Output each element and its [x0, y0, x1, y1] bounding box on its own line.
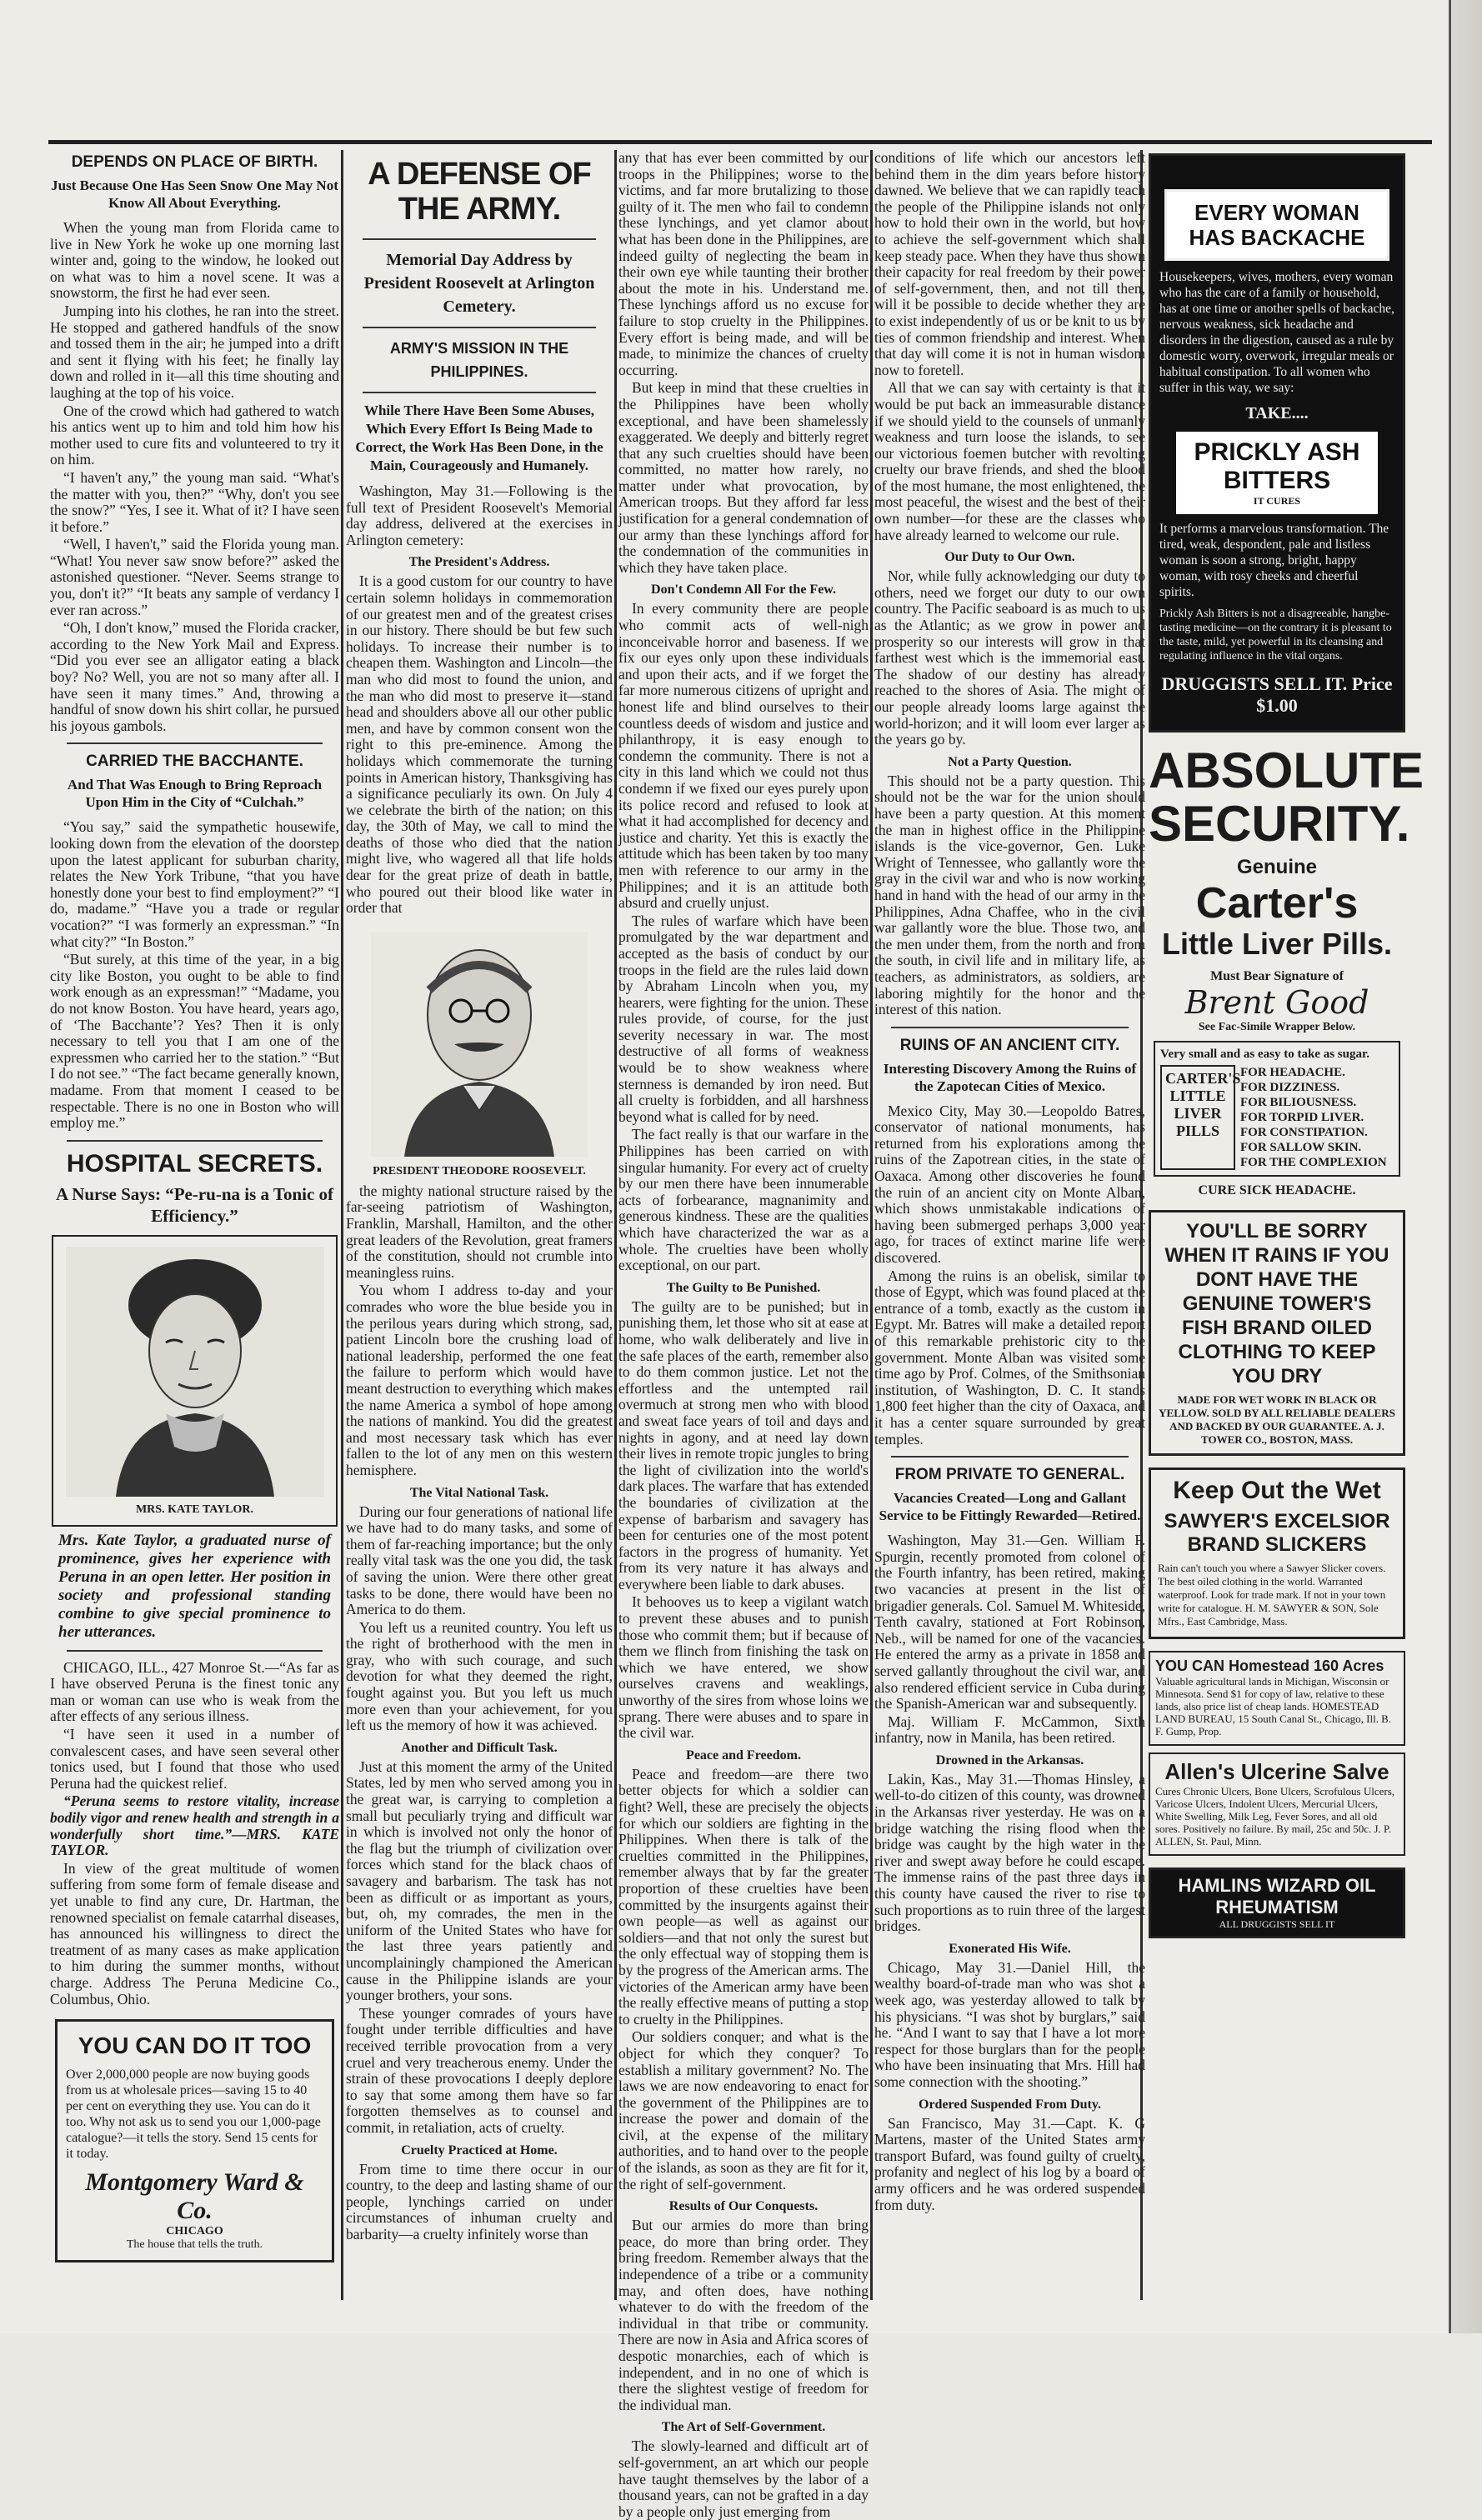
ad-brand: PRICKLY ASH BITTERS: [1194, 438, 1360, 494]
top-rule: [48, 140, 1432, 144]
paragraph: Washington, May 31.—Following is the full text of President Roosevelt's Memorial day address, delivered at the exercises in Arlington cemetery:: [346, 482, 613, 548]
paragraph: One of the crowd which had gathered to watch his antics went up to him and told him how his mother used to cure fits and volunteered to try it on him.: [50, 402, 339, 468]
section-head: The President's Address.: [408, 555, 550, 570]
prickly-ash-ad: [1149, 153, 1405, 732]
wrapper-body: [1160, 1065, 1394, 1170]
section-head: Don't Condemn All For the Few.: [651, 582, 836, 598]
ad-text: It performs a marvelous transformation. The tired, weak, despondent, pale and listless woman is soon a strong, bright, happy woman, with rosy cheeks and cheerful spirits.: [1159, 522, 1389, 599]
divider: [363, 392, 596, 393]
divider: [363, 327, 596, 328]
portrait-frame: [52, 1235, 338, 1527]
paragraph: Washington, May 31.—Gen. William F. Spurgin, recently promoted from colonel of the Fourth infantry, has been retired, making two vacancies at present in the list of brigadier generals. Col. Samuel M. Whiteside, Tenth cavalry, stationed at Fort Robinson, Neb., will be named for one of the vacancies. He entered the army as a private in 1858 and served gallantly throughout the civil war, and also rendered efficient service in Cuba during the Spanish-American war and subsequently.: [874, 1532, 1145, 1712]
article-subhead: And That Was Enough to Bring Reproach Upon Him in the City of “Culchah.”: [67, 777, 323, 811]
section-subhead: ARMY'S MISSION IN THE PHILIPPINES.: [389, 340, 569, 380]
ad-title: ABSOLUTE SECURITY.: [1149, 742, 1424, 852]
ad-take: TAKE....: [1245, 404, 1309, 422]
ad-brand: Montgomery Ward & Co.: [85, 2168, 304, 2225]
section-head: Peace and Freedom.: [686, 1748, 801, 1762]
ad-brand-box: [1176, 432, 1378, 514]
article-headline: DEPENDS ON PLACE OF BIRTH.: [71, 153, 318, 171]
divider: [67, 1650, 323, 1652]
paragraph: But our armies do more than bring peace, do more than bring order. They bring freedom. Remember always that the independence of a tribe or a community may, and often does, have nothing whatever to do with the freedom of the individual in that tribe or community. There are now in Asia and Africa scores of despotic monarchies, each of which is independent, and in no one of which is there the slightest vestige of freedom for the individual man.: [618, 2217, 869, 2413]
article-subhead: Vacancies Created—Long and Gallant Service to be Fittingly Rewarded—Retired.: [879, 1490, 1141, 1524]
roosevelt-portrait-image: [371, 932, 588, 1157]
paragraph: “Oh, I don't know,” mused the Florida cracker, according to the New York Mail and Express. “Did you ever see an alligator eating a black boy? No? Well, you are not so many after all. I have seen it many times.” And, throwing a handful of snow down his shirt collar, he pursued his joyous gambols.: [50, 619, 339, 734]
paragraph: CHICAGO, ILL., 427 Monroe St.—“As far as I have observed Peruna is the finest tonic any man or woman can use who is weak from the after effects of any serious illness.: [50, 1658, 339, 1725]
ad-subtext: MADE FOR WET WORK IN BLACK OR YELLOW. SOLD BY ALL RELIABLE DEALERS AND BACKED BY OUR GUARANTEE. A. J. TOWER CO., BOSTON, MASS.: [1159, 1393, 1395, 1446]
ad-must-bear: Must Bear Signature of: [1210, 969, 1344, 983]
ad-cure: CURE SICK HEADACHE.: [1198, 1183, 1356, 1198]
ad-text: Housekeepers, wives, mothers, every woman who has the care of a family or household, has at one time or another spells of backache, nervous weakness, sick headache and disorders in the digestion, caused as a rule by domestic worry, overwork, irregular meals or habitual constipation. To all women who suffer in this way, we say:: [1159, 270, 1394, 395]
paragraph: The fact really is that our warfare in the Philippines has been carried on with singular humanity. For every act of cruelty by our men there have been innumerable acts of forbearance, magnanimity and generous kindness. These are the qualities which have characterized the war as a whole. The cruelties have been wholly exceptional, on our part.: [618, 1126, 869, 1274]
carters-wrapper: [1154, 1041, 1400, 1177]
ad-title: YOU CAN Homestead 160 Acres: [1155, 1658, 1384, 1674]
article-headline: CARRIED THE BACCHANTE.: [86, 752, 303, 771]
article-headline: HOSPITAL SECRETS.: [66, 1149, 323, 1178]
wrapper-list-item: FOR THE COMPLEXION: [1240, 1156, 1387, 1169]
section-head: Not a Party Question.: [948, 754, 1072, 769]
paragraph: But keep in mind that these cruelties in the Philippines have been wholly exceptional, and have been shamelessly exaggerated. We deeply and bitterly regret that any such cruelties should have been committed, no matter how rarely, no matter under what provocation, by American troops. But they afford far less justification for a general condemnation of our army than these lynchings afford for the condemnation of the communities in which they have taken place.: [618, 379, 869, 576]
ad-text: Prickly Ash Bitters is not a disagreeable, hangbe-tasting medicine—on the contrary it is pleasant to the taste, mild, yet powerful in its cleansing and regulating influence in the vital organs.: [1159, 608, 1392, 662]
wrapper-box-label: CARTER'S LITTLE LIVER PILLS: [1160, 1065, 1235, 1170]
ad-product: Little Liver Pills.: [1161, 927, 1393, 961]
wrapper-list-item: FOR TORPID LIVER.: [1240, 1111, 1364, 1124]
main-headline: A DEFENSE OF THE ARMY.: [368, 157, 591, 227]
section-head: Ordered Suspended From Duty.: [919, 2097, 1101, 2112]
paragraph: This should not be a party question. This should not be the war for the union should have been a party question. At this moment the man in highest office in the Philippine islands is the vice-governor, Gen. Luke Wright of Tennessee, who gallantly wore the gray in the civil war and who is now working hand in hand with the head of our army in the Philippines, Adna Chaffee, who in the civil war gallantly wore the blue. Those two, and the men under them, from the north and from the south, in civil life and in military life, as teachers, as administrators, as soldiers, are laboring mightily for the honor and the interest of this nation.: [874, 772, 1145, 1018]
divider: [891, 1027, 1129, 1028]
paragraph: From time to time there occur in our country, to the deep and lasting shame of our people, lynchings carried on under circumstances of inhuman cruelty and barbarity—a cruelty infinitely worse than: [346, 2160, 613, 2242]
column-4: [874, 150, 1145, 2300]
paragraph: The slowly-learned and difficult art of self-government, an art which our people have taught themselves by the labor of a thousand years, can not be grafted in a day by a people only just emerging from: [618, 2438, 869, 2520]
column-divider: [614, 150, 617, 2300]
paragraph: Mexico City, May 30.—Leopoldo Batres, conservator of national monuments, has returned from his explorations among the ruins of the Zapotrean cities, in the state of Oaxaca. Among other discoveries he found the ruin of an ancient city on Monte Alban, which shows unmistakable indications of having been submerged perhaps 3,000 year ago, for traces of extinct marine life were discovered.: [874, 1102, 1145, 1267]
section-head: Our Duty to Our Own.: [944, 550, 1075, 565]
ad-facsimile: See Fac-Simile Wrapper Below.: [1198, 1021, 1356, 1033]
paragraph: In view of the great multitude of women suffering from some form of female disease and yet unable to find any cure, Dr. Hartman, the renowned specialist on female catarrhal diseases, has announced his willingness to direct the treatment of as many cases as make application to him during the summer months, without charge. Address The Peruna Medicine Co., Columbus, Ohio.: [50, 1859, 339, 2008]
carters-ad: [1149, 742, 1424, 1198]
paragraph: In every community there are people who commit acts of well-nigh inconceivable horror and baseness. If we fix our eyes only upon these individuals and upon their acts, and if we forget the far more numerous citizens of upright and honest life and blind ourselves to their countless deeds of wisdom and justice and philanthropy, it is easy enough to condemn the community. There is not a city in this land which we could not thus condemn if we fixed our eyes purely upon its police record and refused to look at what it had accomplished for decency and justice and charity. Yet this is exactly the attitude which has been taken by too many men with reference to our army in the Philippines; and it is an attitude both absurd and cruelly unjust.: [618, 600, 869, 912]
section-head: Exonerated His Wife.: [949, 1941, 1071, 1956]
ad-city: CHICAGO: [166, 2225, 223, 2238]
paragraph: “I haven't any,” the young man said. “What's the matter with you, then?” “Why, don't you see the snow?” “Yes, I see it. What of it? I have seen it before.”: [50, 468, 339, 535]
wrapper-list-item: FOR DIZZINESS.: [1240, 1081, 1340, 1094]
section-head: Cruelty Practiced at Home.: [401, 2142, 558, 2158]
ad-subtext: ALL DRUGGISTS SELL IT: [1219, 1918, 1335, 1930]
ad-title: Keep Out the Wet: [1173, 1477, 1381, 1504]
paragraph: Peace and freedom—are there two better objects for which a soldier can fight? Well, these are precisely the objects for which our soldiers are fighting in the Philippines. When there is talk of the cruelties committed in the Philippines, remember always that by far the greater proportion of these cruelties have been committed by the insurgents against their own people—as well as against our soldiers—and that not only the surest but the only effectual way of stopping them is by the progress of the American arms. The victories of the American army have been the really effective means of putting a stop to cruelty in the Philippines.: [618, 1765, 869, 2028]
sawyer-slickers-ad: [1149, 1468, 1405, 1639]
paragraph: The guilty are to be punished; but in punishing them, let those who sit at ease at home, who walk deliberately and live in the safe places of the earth, remember also to do them common justice. Let not the effortless and the untempted rail overmuch at strong men who with blood and sweat face years of toil and days and nights in agony, and at need lay down their lives in remote tropic jungles to bring the light of civilization into the world's dark places. The warfare that has extended the boundaries of civilization at the expense of barbarism and savagery has been for centuries one of the most potent factors in the progress of humanity. Yet from its very nature it has always and everywhere been liable to dark abuses.: [618, 1298, 869, 1592]
ad-brand: SAWYER'S EXCELSIOR BRAND SLICKERS: [1164, 1510, 1390, 1556]
paragraph: “Well, I haven't,” said the Florida young man. “What! You never saw snow before?” asked the astonished questioner. “Never. Seems strange to you, don't it?” “It beats any sample of verdancy I ever ran across.”: [50, 536, 339, 618]
article-headline: RUINS OF AN ANCIENT CITY.: [899, 1036, 1120, 1054]
montgomery-ward-ad: [55, 2019, 334, 2262]
ad-price: DRUGGISTS SELL IT. Price $1.00: [1161, 673, 1393, 716]
article-subhead: Interesting Discovery Among the Ruins of the Zapotecan Cities of Mexico.: [883, 1060, 1137, 1094]
ad-title: EVERY WOMAN HAS BACKACHE: [1189, 200, 1365, 250]
paragraph: When the young man from Florida came to live in New York he woke up one morning last winter and, going to the window, he looked out on what was to him a novel scene. It was a snowstorm, the first he had ever seen.: [50, 219, 339, 302]
column-5-ads: [1144, 150, 1424, 2300]
paragraph: the mighty national structure raised by the far-seeing patriotism of Washington, Franklin, Marshall, Hamilton, and the other great leaders of the Revolution, great framers of the constitution, should not crumble into meaningless ruins.: [346, 1182, 613, 1281]
divider: [891, 1456, 1129, 1458]
divider: [363, 238, 596, 240]
ad-title: HAMLINS WIZARD OIL RHEUMATISM: [1178, 1875, 1376, 1918]
section-head: Results of Our Conquests.: [668, 2199, 819, 2214]
paragraph: Lakin, Kas., May 31.—Thomas Hinsley, a well-to-do citizen of this county, was drowned in the Arkansas river yesterday. He was on a bridge watching the rising flood when the bridge was caught by the high water in the river and swept away before he could escape. The immense rains of the past three days in this county have caused the river to rise to such proportions as to ruin three of the largest bridges.: [874, 1770, 1145, 1935]
ad-signature: Brent Good: [1184, 984, 1369, 1021]
column-3: [618, 149, 869, 2520]
ad-text: Valuable agricultural lands in Michigan, Wisconsin or Minnesota. Send $1 for copy of law, relative to these lands, also price list of cheap lands. HOMESTEAD LAND BUREAU, 15 South Canal St., Chicago, Ill. B. F. Gump, Prop.: [1155, 1675, 1392, 1738]
ad-text: Cures Chronic Ulcers, Bone Ulcers, Scrofulous Ulcers, Varicose Ulcers, Indolent Ulcers, Mercurial Ulcers, White Swelling, Milk Leg, Fever Sores, and all old sores. Positively no failure. By mail, 25c and 50c. J. P. ALLEN, St. Paul, Minn.: [1155, 1785, 1395, 1848]
paragraph: Our soldiers conquer; and what is the object for which they conquer? To establish a military government? No. The laws we are now endeavoring to enact for the government of the Philippines are to increase the power and domain of the civil, at the expense of the military authorities, and to hand over to the people of the islands, as soon as they are fit for it, the right of self-government.: [618, 2028, 869, 2192]
paragraph: During our four generations of national life we have had to do many tasks, and some of them of far-reaching importance; but the only really vital task was the one you did, the task of saving the union. Were there other great tasks to be done, there would have been no America to do them.: [346, 1502, 613, 1618]
article-subhead: A Nurse Says: “Pe-ru-na is a Tonic of Efficiency.”: [55, 1183, 334, 1226]
paragraph: “You say,” said the sympathetic housewife, looking down from the elevation of the doorstep upon the latest applicant for suburban charity, relates the New York Tribune, “that you have honestly done your best to find employment?” “I do, madame.” “Have you a trade or regular vocation?” “I was formerly an expressman.” “In what city?” “In Boston.”: [50, 818, 339, 950]
divider: [67, 742, 323, 744]
paragraph: Among the ruins is an obelisk, similar to those of Egypt, which was found placed at the entrance of a tomb, exactly as the custom in Egypt. Mr. Batres will make a detailed report of this remarkable prehistoric city to the government. Monte Alban was visited some time ago by Prof. Colmes, of the Smithsonian institution, of Washington, D. C. It stands 1,800 feet higher than the city of Oaxaca, and it has a center square surrounded by great temples.: [874, 1267, 1145, 1448]
article-headline: FROM PRIVATE TO GENERAL.: [894, 1466, 1125, 1484]
ad-title: YOU CAN DO IT TOO: [78, 2032, 312, 2059]
main-subhead: Memorial Day Address by President Roosevelt at Arlington Cemetery.: [363, 251, 595, 316]
paragraph: Nor, while fully acknowledging our duty to others, need we forget our duty to our own country. The Pacific seaboard is as much to us as the Atlantic; as we grow in power and prosperity so our interests will grow in that farthest west which is the immemorial east. The shadow of our destiny has already reached to the shores of Asia. The might of our people already looms large against the world-horizon; and it will loom ever larger as the years go by.: [874, 568, 1145, 748]
ad-genuine: Genuine: [1236, 856, 1317, 878]
ad-text: Over 2,000,000 people are now buying goods from us at wholesale prices—saving 15 to 40 per cent on everything they use. You can do it too. Why not ask us to send you our 1,000-page catalogue?—it tells the story. Send 15 cents for it today.: [66, 2068, 321, 2162]
column-1: [50, 150, 339, 2300]
paragraph: “I have seen it used in a number of convalescent cases, and have seen several other tonics used, but I found that those who used Peruna had the quickest relief.: [50, 1726, 339, 1792]
page-edge: [1449, 0, 1482, 2333]
paragraph: The rules of warfare which have been promulgated by the war department and accepted as the basis of conduct by our troops in the field are the rules laid down by Abraham Lincoln when you, my hearers, were fighting for the union. These rules provide, of course, for the just severity necessary in war. The most destructive of all forms of weakness would be to show weakness where sternness is demanded by iron need. But all cruelty is forbidden, and all harshness beyond what is called for by need.: [618, 912, 869, 1125]
wrapper-list-item: FOR HEADACHE.: [1240, 1066, 1345, 1079]
column-2: [346, 150, 613, 2300]
paragraph: It behooves us to keep a vigilant watch to prevent these abuses and to punish those who commit them; but if because of them we flinch from finishing the task on which we have entered, we show ourselves cravens and weaklings, unworthy of the sires from whose loins we sprang. There were abuses and to spare in the civil war.: [618, 1593, 869, 1742]
paragraph: All that we can say with certainty is that it would be put back an immeasurable distance if we should yield to the counsels of unmanly weakness and turn loose the islands, to see our victorious foemen butcher with revolting cruelty our brave friends, and shed the blood of the most humane, the most enlightened, the most peaceful, the wisest and the best of their own number—for these are the classes who have already learned to welcome our rule.: [874, 379, 1145, 543]
section-head: The Vital National Task.: [409, 1485, 549, 1500]
tower-fish-brand-ad: [1149, 1210, 1405, 1456]
article-subhead: Just Because One Has Seen Snow One May Not Know All About Everything.: [51, 178, 338, 211]
italic-intro: Mrs. Kate Taylor, a graduated nurse of prominence, gives her experience with Peruna in an open letter. Her position in society and professional standing combine to give special prominence to her utterances.: [58, 1531, 331, 1641]
ad-title: YOU'LL BE SORRY WHEN IT RAINS IF YOU DONT HAVE THE GENUINE TOWER'S FISH BRAND OILED CLOTHING TO KEEP YOU DRY: [1164, 1220, 1389, 1388]
hamlins-wizard-oil-ad: [1149, 1868, 1405, 1938]
ad-tagline: The house that tells the truth.: [126, 2238, 263, 2252]
paragraph: You left us a reunited country. You left us the right of brotherhood with the men in gray, who with such courage, and such devotion for what they deemed the right, fought against you. But you left us much more even than your achievement, for you left us the memory of how it was achieved.: [346, 1618, 613, 1734]
paragraph: You whom I address to-day and your comrades who wore the blue beside you in the perilous years during which strong, sad, patient Lincoln bore the crushing load of national leadership, performed the one feat the failure to perform which would have meant destruction to everything which makes the name America a symbol of hope among the nations of mankind. You did the greatest and most necessary task which has ever fallen to the lot of any men on this western hemisphere.: [346, 1282, 613, 1478]
paragraph: Just at this moment the army of the United States, led by men who served among you in the great war, is carrying to completion a small but peculiarly trying and difficult war in which is involved not only the honor of the flag but the triumph of civilization over forces which stand for the black chaos of savagery and barbarism. The task has not been as difficult or as important as yours, but, oh, my comrades, the men in the uniform of the United States who have for the last three years patiently and uncomplainingly championed the American cause in the Philippine islands are your younger brothers, your sons.: [346, 1758, 613, 2004]
paragraph: Chicago, May 31.—Daniel Hill, the wealthy board-of-trade man who was shot a week ago, was yesterday allowed to talk by his physicians. “I was shot by burglars,” said he. “And I want to say that I have a lot more respect for those burglars than for the people who have been insinuating that Mrs. Hill had some connection with the shooting.”: [874, 1958, 1145, 2090]
paragraph: conditions of life which our ancestors left behind them in the dim years before history dawned. We believe that we can rapidly teach the people of the Philippine islands not only how to hold their own in the world, but how to achieve the self-government which shall keep steady pace. When they have thus shown their capacity for real freedom by their power of self-government, then, and not till then, will it be possible to decide whether they are to exist independently of us or be knit to us by ties of common friendship and interest. When that day will come it is not in human wisdom now to foretell.: [874, 149, 1145, 378]
divider: [67, 1140, 323, 1142]
section-head: Another and Difficult Task.: [401, 1740, 558, 1755]
ad-inner-box: [1164, 189, 1389, 261]
column-divider: [341, 150, 343, 2300]
wrapper-list-item: FOR BILIOUSNESS.: [1240, 1096, 1357, 1109]
nurse-portrait-image: [66, 1247, 324, 1497]
allens-salve-ad: [1149, 1752, 1405, 1856]
portrait-caption: MRS. KATE TAYLOR.: [135, 1502, 254, 1516]
paragraph: “But surely, at this time of the year, in a big city like Boston, you ought to be able to find work enough as an expressman!” “Madame, you do not know Boston. You have heard, years ago, of ‘The Bacchante’? Yes? Then it is only necessary to tell you that I am one of the expressmen who carried her to the station.” “But I do not see.” “The fact became generally known, madame. From that moment I ceased to be respectable. There is no one in Boston who will employ me.”: [50, 951, 339, 1132]
ad-text: Rain can't touch you where a Sawyer Slicker covers. The best oiled clothing in the world. Warranted waterproof. Look for trade mark. If not in your town write for catalogue. H. M. SAWYER & SON, Sole Mfrs., East Cambridge, Mass.: [1158, 1562, 1386, 1628]
paragraph: any that has ever been committed by our troops in the Philippines; worse to the victims, and far more brutalizing to those guilty of it. The men who fail to condemn these lynchings, and yet clamor about what has been done in the Philippines, are indeed guilty of neglecting the beam in their own eye while taunting their brother about the mote in his. Understand me. These lynchings afford us no excuse for failure to stop cruelty in the Philippines. Every effort is being made, and will be made, to minimize the chances of cruelty occurring.: [618, 149, 869, 378]
paragraph: Maj. William F. McCammon, Sixth infantry, now in Manila, has been retired.: [874, 1712, 1145, 1747]
section-head: The Art of Self-Government.: [661, 2420, 826, 2435]
paragraph: It is a good custom for our country to have certain solemn holidays in commemoration of our greatest men and of the greatest crises in our history. There should be but few such holidays. To increase their number is to cheapen them. Washington and Lincoln—the man who did most to found the union, and the man who did most to preserve it—stand head and shoulders above all our other public men, and have by common consent won the right to this pre-eminence. Among the holidays which commemorate the turning points in American history, Thanksgiving has a significance peculiarly its own. On July 4 we celebrate the birth of the nation; on this day, the 30th of May, we call to mind the deaths of those who died that the nation might live, who wagered all that life holds dear for the great prize of death in battle, who poured out their blood like water in order that: [346, 572, 613, 917]
portrait-caption: PRESIDENT THEODORE ROOSEVELT.: [373, 1164, 586, 1178]
column-divider: [870, 150, 873, 2300]
ad-cures: IT CURES: [1253, 495, 1301, 507]
ad-small-text: Very small and as easy to take as sugar.: [1160, 1048, 1369, 1061]
wrapper-list: [1240, 1065, 1387, 1170]
paragraph: San Francisco, May 31.—Capt. K. G Martens, master of the United States army transport Bufard, was found guilty of cruelty, profanity and neglect of his log by a board of army officers and he was ordered suspended from duty.: [874, 2114, 1145, 2213]
ad-brand: Carter's: [1195, 879, 1359, 928]
testimonial-quote: “Peruna seems to restore vitality, increase bodily vigor and renew health and strength in a wonderfully short time.”—MRS. KATE TAYLOR.: [50, 1792, 339, 1859]
paragraph: Jumping into his clothes, he ran into the street. He stopped and gathered handfuls of the snow and tossed them in the air; he jumped into a drift and sent it flying with his feet; he finally lay down and rolled in it—all this time shouting and laughing at the top of his voice.: [50, 302, 339, 401]
section-head: Drowned in the Arkansas.: [935, 1752, 1084, 1768]
wrapper-list-item: FOR CONSTIPATION.: [1240, 1126, 1368, 1139]
paragraph: These younger comrades of yours have fought under terrible difficulties and have received terrible provocation from a very cruel and very treacherous enemy. Under the strain of these provocations I deeply deplore to say that some among them have so far forgotten themselves as to counsel and commit, in retaliation, acts of cruelty.: [346, 2004, 613, 2136]
section-head: The Guilty to Be Punished.: [666, 1280, 821, 1295]
ad-title: Allen's Ulcerine Salve: [1164, 1759, 1389, 1784]
wrapper-list-item: FOR SALLOW SKIN.: [1240, 1141, 1362, 1154]
homestead-ad: [1149, 1651, 1405, 1746]
deck-subhead: While There Have Been Some Abuses, Which Every Effort Is Being Made to Correct, the Work Has Been Done, in the Main, Courageously and Humanely.: [355, 402, 603, 473]
